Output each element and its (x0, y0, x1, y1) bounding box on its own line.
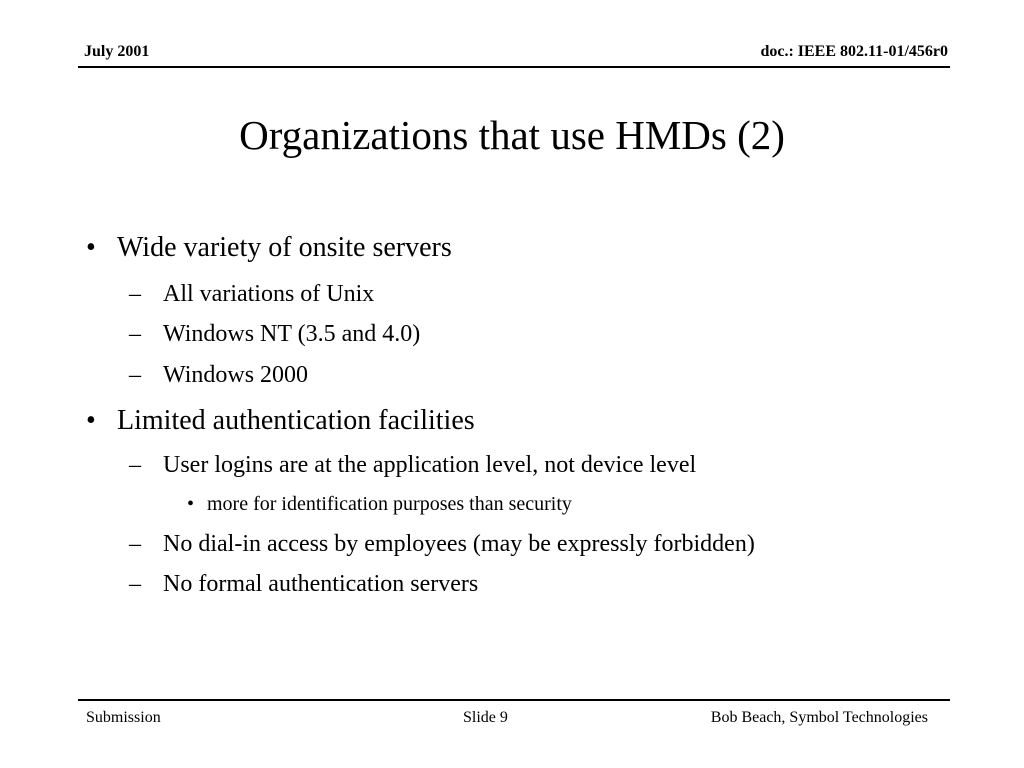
list-item-text: more for identification purposes than security (207, 493, 572, 515)
dash-marker: – (129, 321, 141, 347)
dash-marker: – (129, 571, 141, 597)
list-item-text: All variations of Unix (163, 281, 375, 307)
bullet-marker: • (86, 405, 96, 436)
footer-divider (78, 699, 950, 701)
bullet-marker: • (86, 232, 96, 263)
list-item-text: Windows 2000 (163, 362, 309, 388)
footer-submission: Submission (86, 709, 161, 726)
dash-marker: – (129, 531, 141, 557)
footer-author: Bob Beach, Symbol Technologies (710, 709, 928, 726)
list-item-text: Limited authentication facilities (117, 405, 475, 436)
dash-marker: – (129, 281, 141, 307)
footer-slide-number: Slide 9 (463, 709, 508, 726)
list-item-text: No formal authentication servers (163, 571, 479, 597)
dash-marker: – (129, 452, 141, 478)
list-item-text: Windows NT (3.5 and 4.0) (163, 321, 421, 347)
slide-title: Organizations that use HMDs (2) (239, 112, 785, 158)
bullet-marker: • (187, 493, 195, 515)
header-date: July 2001 (84, 43, 150, 60)
list-item-text: No dial-in access by employees (may be expressly forbidden) (163, 531, 755, 557)
header-doc-id: doc.: IEEE 802.11-01/456r0 (760, 43, 948, 60)
list-item-text: User logins are at the application level, not device level (163, 452, 697, 478)
list-item-text: Wide variety of onsite servers (117, 232, 452, 263)
dash-marker: – (129, 362, 141, 388)
